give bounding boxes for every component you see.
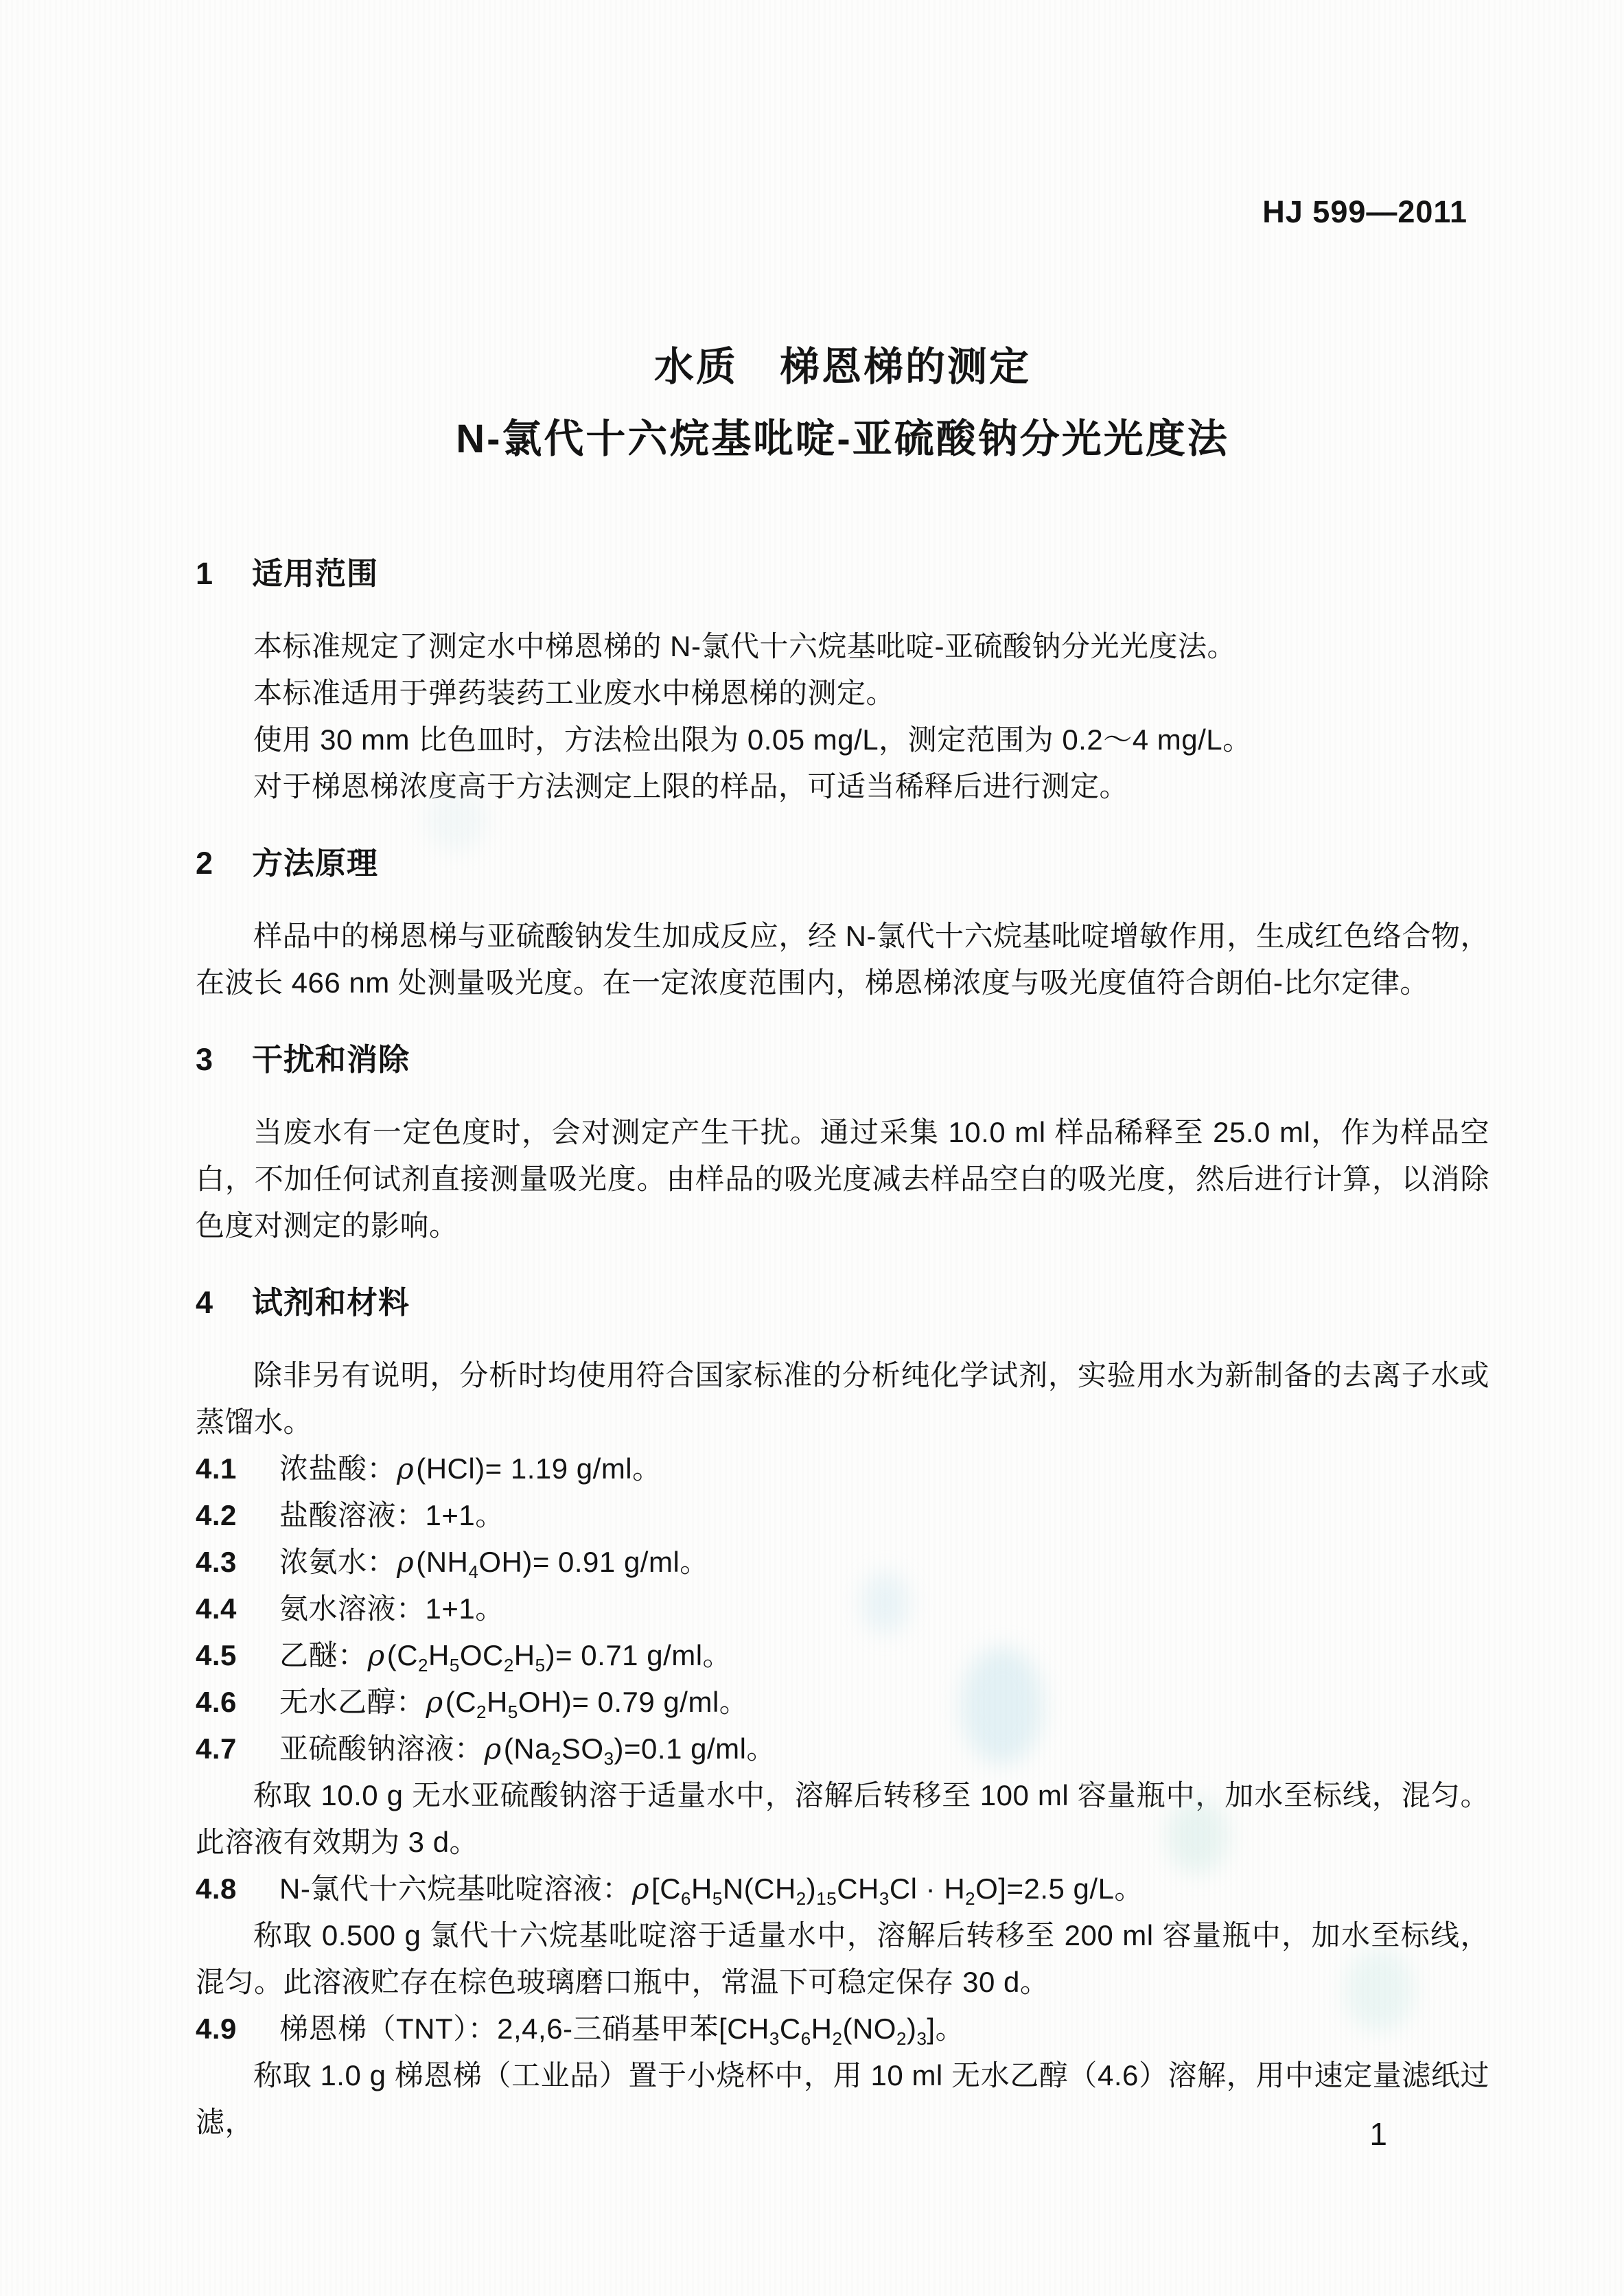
subscript: 3: [916, 2028, 927, 2049]
subscript: 2: [896, 2028, 907, 2049]
subscript: 2: [503, 1655, 514, 1675]
subscript: 5: [535, 1655, 546, 1675]
clause-4.2: [196, 1492, 1489, 1539]
subscript: 2: [965, 1888, 976, 1909]
clause-text: 浓盐酸：ρ(HCl)= 1.19 g/ml。: [279, 1452, 662, 1485]
paragraph: 称取 1.0 g 梯恩梯（工业品）置于小烧杯中，用 10 ml 无水乙醇（4.6）溶解，用中速定量滤纸过滤，: [196, 2059, 1489, 2138]
subscript: 3: [769, 2028, 780, 2049]
paragraph: 本标准规定了测定水中梯恩梯的 N-氯代十六烷基吡啶-亚硫酸钠分光光度法。: [253, 630, 1236, 662]
rho-symbol: ρ: [426, 1685, 443, 1719]
clause-text: 盐酸溶液：1+1。: [279, 1499, 504, 1531]
subscript: 3: [603, 1748, 614, 1769]
paragraph: 对于梯恩梯浓度高于方法测定上限的样品，可适当稀释后进行测定。: [253, 770, 1129, 802]
clause-4.7: [196, 1726, 1489, 1772]
document-title-line2: N-氯代十六烷基吡啶-亚硫酸钠分光光度法: [456, 417, 1229, 461]
section-number: 2: [196, 846, 214, 881]
section-heading: [196, 1036, 1489, 1083]
title-block: [196, 0, 1489, 467]
clause-number: 4.1: [196, 1452, 237, 1485]
section-4: [196, 1279, 1489, 2146]
section-title: 适用范围: [252, 556, 379, 591]
section-heading: [196, 840, 1489, 887]
clause-number: 4.4: [196, 1592, 237, 1625]
paragraph: 除非另有说明，分析时均使用符合国家标准的分析纯化学试剂，实验用水为新制备的去离子水或蒸馏水。: [196, 1359, 1489, 1438]
subscript: 6: [800, 2028, 811, 2049]
clause-text: 乙醚：$\rho(C_2H_5OC_2H_5)= 0.71$ g/ml。: [279, 1638, 732, 1675]
clause-text: 氨水溶液：1+1。: [279, 1592, 504, 1625]
clause-number: 4.7: [196, 1732, 237, 1765]
section-heading: [196, 1279, 1489, 1326]
subscript: 5: [507, 1702, 518, 1722]
section-title: 方法原理: [252, 846, 379, 881]
section-2: [196, 840, 1489, 1006]
section-title: 干扰和消除: [252, 1042, 410, 1077]
subscript: 2: [832, 2028, 843, 2049]
subscript: 2: [550, 1748, 561, 1769]
page-number: 1: [1369, 2116, 1387, 2152]
clause-number: 4.3: [196, 1546, 237, 1578]
paragraph: 使用 30 mm 比色皿时，方法检出限为 0.05 mg/L，测定范围为 0.2～4 mg/L。: [253, 723, 1252, 756]
section-3: [196, 1036, 1489, 1249]
standard-code: HJ 599—2011: [1262, 194, 1468, 229]
clause-number: 4.9: [196, 2013, 237, 2045]
clause-4.9: [196, 2006, 1489, 2052]
section-number: 4: [196, 1285, 214, 1320]
clause-4.8: [196, 1866, 1489, 1912]
subscript: 3: [879, 1888, 890, 1909]
clause-text: N-氯代十六烷基吡啶溶液：$\rho[C_6H_5N(CH_2)_{15}CH_3Cl \cdot H_2O]=2.5$ g/L。: [279, 1872, 1144, 1909]
subscript: 2: [796, 1888, 807, 1909]
rho-symbol: ρ: [397, 1545, 415, 1579]
clause-text: 梯恩梯（TNT）：2,4,6-三硝基甲苯$[CH_3C_6H_2(NO_2)_3]$。: [279, 2013, 965, 2049]
rho-symbol: ρ: [367, 1638, 385, 1672]
sections-container: [196, 550, 1489, 2146]
subscript: 2: [418, 1655, 429, 1675]
rho-symbol: ρ: [631, 1872, 650, 1905]
subscript: 5: [712, 1888, 723, 1909]
rho-symbol: ρ: [397, 1452, 415, 1485]
clause-number: 4.5: [196, 1639, 237, 1671]
paragraph: 当废水有一定色度时，会对测定产生干扰。通过采集 10.0 ml 样品稀释至 25.0 ml，作为样品空白，不加任何试剂直接测量吸光度。由样品的吸光度减去样品空白的吸光度，然后进行计算，以消除色度对测定的影响。: [196, 1116, 1489, 1242]
clause-number: 4.6: [196, 1686, 237, 1718]
subscript: 6: [681, 1888, 691, 1909]
clause-text: 浓氨水：$\rho(NH_4OH)= 0.91$ g/ml。: [279, 1545, 709, 1582]
paragraph: 样品中的梯恩梯与亚硫酸钠发生加成反应，经 N-氯代十六烷基吡啶增敏作用，生成红色络合物，在波长 466 nm 处测量吸光度。在一定浓度范围内，梯恩梯浓度与吸光度值符合朗伯-比尔定律。: [196, 920, 1489, 999]
clause-text: 亚硫酸钠溶液：$\rho(Na_2SO_3)=0.1$ g/ml。: [279, 1732, 776, 1769]
clause-4.3: [196, 1539, 1489, 1586]
section-heading: [196, 550, 1489, 597]
paragraph: 本标准适用于弹药装药工业废水中梯恩梯的测定。: [253, 677, 896, 709]
clause-text: 无水乙醇：$\rho(C_2H_5OH)= 0.79$ g/ml。: [279, 1685, 749, 1722]
clause-number: 4.8: [196, 1872, 237, 1905]
section-1: [196, 550, 1489, 810]
rho-symbol: ρ: [484, 1732, 502, 1765]
subscript: 2: [476, 1702, 487, 1722]
subscript: 15: [816, 1888, 837, 1909]
clause-number: 4.2: [196, 1499, 237, 1531]
clause-4.5: [196, 1632, 1489, 1679]
clause-4.6: [196, 1679, 1489, 1726]
clause-4.4: [196, 1586, 1489, 1632]
paragraph: 称取 0.500 g 氯代十六烷基吡啶溶于适量水中，溶解后转移至 200 ml 容量瓶中，加水至标线，混匀。此溶液贮存在棕色玻璃磨口瓶中，常温下可稳定保存 30 d。: [196, 1919, 1489, 1998]
section-title: 试剂和材料: [252, 1285, 410, 1320]
paragraph: 称取 10.0 g 无水亚硫酸钠溶于适量水中，溶解后转移至 100 ml 容量瓶中，加水至标线，混匀。此溶液有效期为 3 d。: [196, 1779, 1489, 1858]
subscript: 4: [468, 1562, 479, 1582]
section-number: 3: [196, 1042, 214, 1077]
clause-4.1: [196, 1446, 1489, 1492]
subscript: 5: [449, 1655, 460, 1675]
section-number: 1: [196, 556, 214, 591]
document-title-line1: 水质 梯恩梯的测定: [653, 345, 1031, 389]
